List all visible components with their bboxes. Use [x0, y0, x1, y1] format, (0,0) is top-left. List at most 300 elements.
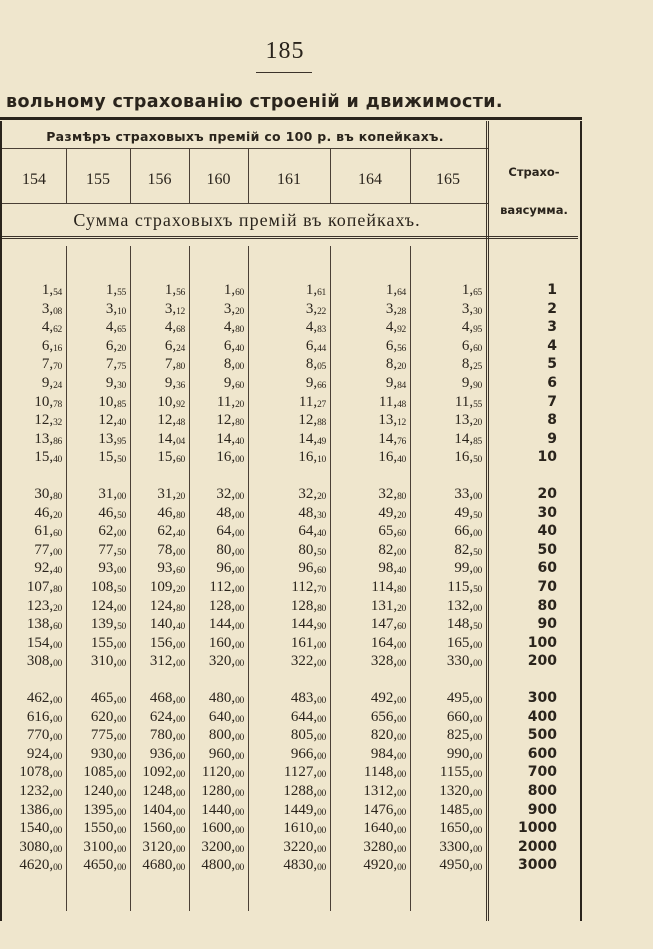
premium-cell: 620,00 [90, 708, 126, 725]
premium-cell: 468,00 [149, 690, 185, 706]
premium-cell: 80,00 [216, 541, 244, 558]
premium-cell: 4,80 [223, 319, 244, 336]
premium-cell: 161,00 [290, 634, 326, 651]
premium-cell: 13,20 [454, 412, 482, 429]
premium-cell: 330,00 [446, 653, 482, 670]
premium-cell: 14,76 [378, 430, 406, 447]
premium-cell: 112,00 [209, 579, 244, 595]
premium-cell: 11,48 [378, 393, 406, 410]
rate-header: 154 [22, 171, 46, 188]
insured-amount: 800 [527, 783, 557, 799]
amount-header-line-2: ваясумма. [500, 203, 568, 217]
table-row [0, 411, 578, 429]
premium-cell: 9,66 [305, 375, 326, 391]
premium-cell: 156,00 [149, 634, 185, 651]
table-row [0, 745, 578, 763]
premium-cell: 14,49 [298, 430, 326, 447]
premium-cell: 33,00 [454, 486, 482, 502]
premium-cell: 624,00 [149, 708, 185, 725]
premium-cell: 3,12 [164, 300, 185, 317]
insured-amount: 70 [537, 579, 557, 595]
premium-cell: 62,40 [157, 523, 185, 540]
premium-cell: 4920,00 [363, 857, 406, 874]
premium-cell: 66,00 [454, 523, 482, 540]
table-row [0, 300, 578, 318]
premium-cell: 144,00 [208, 616, 244, 633]
premium-cell: 11,20 [216, 393, 244, 410]
premium-cell: 16,40 [378, 449, 406, 466]
premium-cell: 9,24 [41, 375, 62, 391]
table-row [0, 578, 578, 596]
insured-amount: 100 [527, 634, 557, 651]
premium-cell: 131,20 [370, 597, 406, 614]
insured-amount: 6 [547, 375, 557, 391]
insured-amount: 9 [547, 430, 557, 447]
table-row [0, 615, 578, 633]
premium-cell: 16,50 [454, 449, 482, 466]
premium-cell: 12,32 [34, 412, 62, 429]
sum-caption: Сумма страховыхъ премій въ копейкахъ. [73, 210, 421, 230]
premium-cell: 3,08 [41, 300, 62, 317]
premium-cell: 16,00 [216, 449, 244, 466]
premium-cell: 1610,00 [283, 820, 326, 837]
premium-cell: 138,60 [26, 616, 62, 633]
table-row [0, 689, 578, 707]
premium-cell: 312,00 [149, 653, 185, 670]
premium-cell: 984,00 [370, 745, 406, 762]
column-separator [330, 148, 331, 203]
premium-cell: 770,00 [26, 727, 62, 744]
insured-amount: 7 [547, 393, 557, 410]
premium-cell: 3,10 [105, 300, 126, 317]
premium-cell: 46,20 [34, 504, 62, 521]
insured-amount: 700 [527, 764, 557, 781]
rates-rule [2, 203, 488, 204]
column-separator [248, 148, 249, 203]
premium-cell: 3,20 [223, 300, 244, 317]
premium-cell: 322,00 [290, 653, 326, 670]
premium-cell: 62,00 [98, 523, 126, 540]
premium-cell: 9,84 [385, 375, 406, 391]
premium-cell: 1127,00 [283, 764, 326, 781]
page-number-rule [256, 72, 312, 73]
premium-cell: 3220,00 [283, 838, 326, 855]
premium-cell: 80,50 [298, 541, 326, 558]
premium-cell: 112,70 [291, 579, 326, 595]
header-caption-rule [2, 148, 488, 149]
insured-amount: 2000 [518, 838, 557, 855]
premium-cell: 308,00 [26, 653, 62, 670]
insured-amount: 1000 [518, 820, 557, 837]
premium-cell: 31,00 [98, 486, 126, 502]
premium-cell: 990,00 [446, 745, 482, 762]
rate-header: 155 [86, 171, 110, 188]
premium-cell: 930,00 [90, 745, 126, 762]
premium-cell: 1395,00 [83, 801, 126, 818]
premium-cell: 82,00 [378, 541, 406, 558]
premium-cell: 3200,00 [201, 838, 244, 855]
premium-cell: 32,00 [216, 486, 244, 502]
table-row [0, 318, 578, 336]
premium-cell: 82,50 [454, 541, 482, 558]
insured-amount: 300 [527, 690, 557, 706]
rate-header: 160 [206, 171, 231, 188]
premium-cell: 92,40 [34, 560, 62, 577]
premium-cell: 7,75 [105, 356, 126, 373]
premium-cell: 93,60 [157, 560, 185, 577]
premium-cell: 96,00 [216, 560, 244, 577]
premium-cell: 6,44 [305, 337, 326, 354]
premium-cell: 1312,00 [363, 783, 406, 799]
column-separator [66, 246, 67, 911]
premium-cell: 1485,00 [439, 801, 482, 818]
premium-cell: 6,56 [385, 337, 406, 354]
premium-cell: 9,36 [164, 375, 185, 391]
premium-cell: 310,00 [90, 653, 126, 670]
insured-amount: 2 [547, 300, 557, 317]
premium-cell: 46,80 [157, 504, 185, 521]
insured-amount: 20 [537, 486, 557, 502]
table-row [0, 355, 578, 373]
page-number: 185 [265, 38, 305, 64]
premium-cell: 640,00 [208, 708, 244, 725]
premium-cell: 616,00 [26, 708, 62, 725]
premium-cell: 14,40 [216, 430, 244, 447]
table-row [0, 708, 578, 726]
premium-cell: 495,00 [446, 690, 482, 706]
premium-cell: 14,85 [454, 430, 482, 447]
rate-header: 161 [277, 171, 301, 188]
premium-cell: 7,70 [41, 356, 62, 373]
premium-cell: 3,30 [461, 300, 482, 317]
premium-cell: 132,00 [446, 597, 482, 614]
premium-cell: 966,00 [290, 745, 326, 762]
premium-cell: 115,50 [447, 579, 482, 595]
premium-cell: 65,60 [378, 523, 406, 540]
premium-cell: 8,20 [385, 356, 406, 373]
premium-cell: 10,78 [34, 393, 62, 410]
column-separator [410, 246, 411, 911]
premium-cell: 4,65 [105, 319, 126, 336]
table-row [0, 374, 578, 392]
table-row [0, 541, 578, 559]
premium-cell: 108,50 [90, 579, 126, 595]
premium-cell: 12,40 [98, 412, 126, 429]
premium-cell: 154,00 [26, 634, 62, 651]
premium-cell: 1155,00 [439, 764, 482, 781]
premium-cell: 48,00 [216, 504, 244, 521]
table-row [0, 634, 578, 652]
table-row [0, 281, 578, 299]
premium-cell: 1640,00 [363, 820, 406, 837]
table-row [0, 559, 578, 577]
premium-cell: 820,00 [370, 727, 406, 744]
premium-cell: 32,80 [378, 486, 406, 502]
table-row [0, 448, 578, 466]
premium-cell: 1,55 [105, 282, 126, 298]
insured-amount: 900 [527, 801, 557, 818]
premium-cell: 32,20 [298, 486, 326, 502]
table-row [0, 652, 578, 670]
premium-cell: 128,80 [290, 597, 326, 614]
premium-cell: 1240,00 [83, 783, 126, 799]
premium-cell: 31,20 [157, 486, 185, 502]
premium-cell: 12,80 [216, 412, 244, 429]
insured-amount: 5 [547, 356, 557, 373]
premium-cell: 3100,00 [83, 838, 126, 855]
premium-cell: 1,61 [305, 282, 326, 298]
premium-cell: 13,86 [34, 430, 62, 447]
premium-cell: 492,00 [370, 690, 406, 706]
premium-cell: 114,80 [371, 579, 406, 595]
premium-cell: 483,00 [290, 690, 326, 706]
running-title: вольному страхованію строеній и движимости. [6, 92, 503, 112]
premium-cell: 155,00 [90, 634, 126, 651]
table-row [0, 856, 578, 874]
premium-cell: 1092,00 [142, 764, 185, 781]
premium-cell: 9,90 [461, 375, 482, 391]
premium-cell: 775,00 [90, 727, 126, 744]
rate-header: 156 [147, 171, 172, 188]
premium-cell: 6,24 [164, 337, 185, 354]
table-row [0, 337, 578, 355]
premium-cell: 1078,00 [19, 764, 62, 781]
premium-cell: 10,85 [98, 393, 126, 410]
premium-cell: 320,00 [208, 653, 244, 670]
insured-amount: 60 [537, 560, 557, 577]
insured-amount: 10 [537, 449, 557, 466]
premium-cell: 160,00 [208, 634, 244, 651]
premium-cell: 78,00 [157, 541, 185, 558]
premium-cell: 123,20 [26, 597, 62, 614]
premium-cell: 64,00 [216, 523, 244, 540]
premium-cell: 4950,00 [439, 857, 482, 874]
premium-cell: 1560,00 [142, 820, 185, 837]
premium-cell: 6,16 [41, 337, 62, 354]
premium-cell: 924,00 [26, 745, 62, 762]
premium-cell: 960,00 [208, 745, 244, 762]
premium-cell: 1600,00 [201, 820, 244, 837]
insured-amount: 80 [537, 597, 557, 614]
premium-cell: 12,48 [157, 412, 185, 429]
premium-cell: 139,50 [90, 616, 126, 633]
premium-cell: 49,50 [454, 504, 482, 521]
premium-cell: 6,20 [105, 337, 126, 354]
premium-cell: 12,88 [298, 412, 326, 429]
insured-amount: 40 [537, 523, 557, 540]
column-separator [330, 246, 331, 911]
premium-cell: 107,80 [26, 579, 62, 595]
premium-cell: 14,04 [157, 430, 185, 447]
premium-cell: 1320,00 [439, 783, 482, 799]
premium-cell: 936,00 [149, 745, 185, 762]
premium-cell: 7,80 [164, 356, 185, 373]
column-separator [189, 148, 190, 203]
header-caption: Размѣръ страховыхъ премій со 100 р. въ копейкахъ. [46, 129, 444, 144]
insured-amount: 500 [527, 727, 557, 744]
premium-cell: 1449,00 [283, 801, 326, 818]
premium-cell: 144,90 [290, 616, 326, 633]
title-rule [0, 117, 582, 120]
insured-amount: 3000 [518, 857, 557, 874]
premium-cell: 4830,00 [283, 857, 326, 874]
table-row [0, 801, 578, 819]
premium-cell: 1232,00 [19, 783, 62, 799]
premium-cell: 124,80 [149, 597, 185, 614]
insured-amount: 3 [547, 319, 557, 336]
column-separator [189, 246, 190, 911]
premium-cell: 64,40 [298, 523, 326, 540]
premium-cell: 16,10 [298, 449, 326, 466]
premium-cell: 3,28 [385, 300, 406, 317]
column-separator [130, 246, 131, 911]
table-row [0, 430, 578, 448]
premium-cell: 6,40 [223, 337, 244, 354]
premium-cell: 4680,00 [142, 857, 185, 874]
header-bottom-rule [2, 236, 578, 239]
table-row [0, 522, 578, 540]
premium-cell: 1440,00 [201, 801, 244, 818]
premium-cell: 77,00 [34, 541, 62, 558]
premium-cell: 4620,00 [19, 857, 62, 874]
premium-cell: 11,27 [298, 393, 326, 410]
premium-cell: 1248,00 [142, 783, 185, 799]
premium-cell: 1650,00 [439, 820, 482, 837]
insured-amount: 200 [527, 653, 557, 670]
table-row [0, 597, 578, 615]
insured-amount: 90 [537, 616, 557, 633]
column-separator [410, 148, 411, 203]
premium-cell: 480,00 [208, 690, 244, 706]
premium-cell: 77,50 [98, 541, 126, 558]
premium-cell: 656,00 [370, 708, 406, 725]
premium-cell: 164,00 [370, 634, 406, 651]
premium-cell: 3280,00 [363, 838, 406, 855]
column-separator [130, 148, 131, 203]
premium-cell: 800,00 [208, 727, 244, 744]
premium-cell: 93,00 [98, 560, 126, 577]
table-row [0, 838, 578, 856]
premium-cell: 462,00 [26, 690, 62, 706]
premium-cell: 4,83 [305, 319, 326, 336]
premium-cell: 140,40 [149, 616, 185, 633]
premium-cell: 3300,00 [439, 838, 482, 855]
premium-cell: 98,40 [378, 560, 406, 577]
premium-cell: 46,50 [98, 504, 126, 521]
table-row [0, 819, 578, 837]
premium-cell: 148,50 [446, 616, 482, 633]
premium-cell: 1120,00 [201, 764, 244, 781]
premium-cell: 99,00 [454, 560, 482, 577]
table-row [0, 393, 578, 411]
premium-cell: 13,95 [98, 430, 126, 447]
insured-amount: 4 [547, 337, 557, 354]
premium-cell: 1,65 [461, 282, 482, 298]
premium-cell: 660,00 [446, 708, 482, 725]
table-row [0, 763, 578, 781]
insured-amount: 400 [527, 708, 557, 725]
premium-cell: 8,00 [223, 356, 244, 373]
amount-column-header [490, 153, 578, 229]
insured-amount: 30 [537, 504, 557, 521]
premium-cell: 147,60 [370, 616, 406, 633]
premium-cell: 3080,00 [19, 838, 62, 855]
premium-cell: 10,92 [157, 393, 185, 410]
premium-cell: 1288,00 [283, 783, 326, 799]
premium-cell: 9,60 [223, 375, 244, 391]
column-separator [248, 246, 249, 911]
premium-cell: 3,22 [305, 300, 326, 317]
premium-cell: 4,62 [41, 319, 62, 336]
table-row [0, 782, 578, 800]
insured-amount: 8 [547, 412, 557, 429]
rate-header: 165 [436, 171, 460, 188]
premium-cell: 1085,00 [83, 764, 126, 781]
premium-cell: 8,05 [305, 356, 326, 373]
premium-cell: 1404,00 [142, 801, 185, 818]
table-row [0, 485, 578, 503]
table-row [0, 726, 578, 744]
premium-cell: 49,20 [378, 504, 406, 521]
insured-amount: 600 [527, 745, 557, 762]
premium-cell: 4650,00 [83, 857, 126, 874]
premium-cell: 61,60 [34, 523, 62, 540]
premium-cell: 30,80 [34, 486, 62, 502]
premium-cell: 4,68 [164, 319, 185, 336]
premium-cell: 780,00 [149, 727, 185, 744]
premium-cell: 1386,00 [19, 801, 62, 818]
premium-cell: 6,60 [461, 337, 482, 354]
premium-cell: 15,60 [157, 449, 185, 466]
premium-cell: 1,64 [385, 282, 406, 298]
premium-cell: 825,00 [446, 727, 482, 744]
premium-cell: 128,00 [208, 597, 244, 614]
premium-cell: 1280,00 [201, 783, 244, 799]
rate-header: 164 [358, 171, 382, 188]
premium-cell: 8,25 [461, 356, 482, 373]
premium-cell: 4,95 [461, 319, 482, 336]
premium-cell: 13,12 [378, 412, 406, 429]
insured-amount: 1 [547, 282, 557, 298]
premium-cell: 1,54 [41, 282, 62, 298]
premium-cell: 3120,00 [142, 838, 185, 855]
premium-cell: 805,00 [290, 727, 326, 744]
premium-cell: 15,50 [98, 449, 126, 466]
premium-cell: 1540,00 [19, 820, 62, 837]
premium-cell: 124,00 [90, 597, 126, 614]
insured-amount: 50 [537, 541, 557, 558]
premium-cell: 328,00 [370, 653, 406, 670]
premium-cell: 1,56 [164, 282, 185, 298]
premium-cell: 15,40 [34, 449, 62, 466]
premium-cell: 1,60 [223, 282, 244, 298]
premium-cell: 1148,00 [363, 764, 406, 781]
premium-cell: 465,00 [90, 690, 126, 706]
premium-cell: 48,30 [298, 504, 326, 521]
premium-cell: 9,30 [105, 375, 126, 391]
premium-cell: 11,55 [454, 393, 482, 410]
premium-cell: 1550,00 [83, 820, 126, 837]
premium-cell: 4800,00 [201, 857, 244, 874]
amount-header-line-1: Страхо- [508, 165, 560, 179]
column-separator [66, 148, 67, 203]
table-row [0, 504, 578, 522]
premium-cell: 109,20 [149, 579, 185, 595]
premium-cell: 96,60 [298, 560, 326, 577]
premium-cell: 644,00 [290, 708, 326, 725]
premium-cell: 165,00 [446, 634, 482, 651]
premium-cell: 4,92 [385, 319, 406, 336]
